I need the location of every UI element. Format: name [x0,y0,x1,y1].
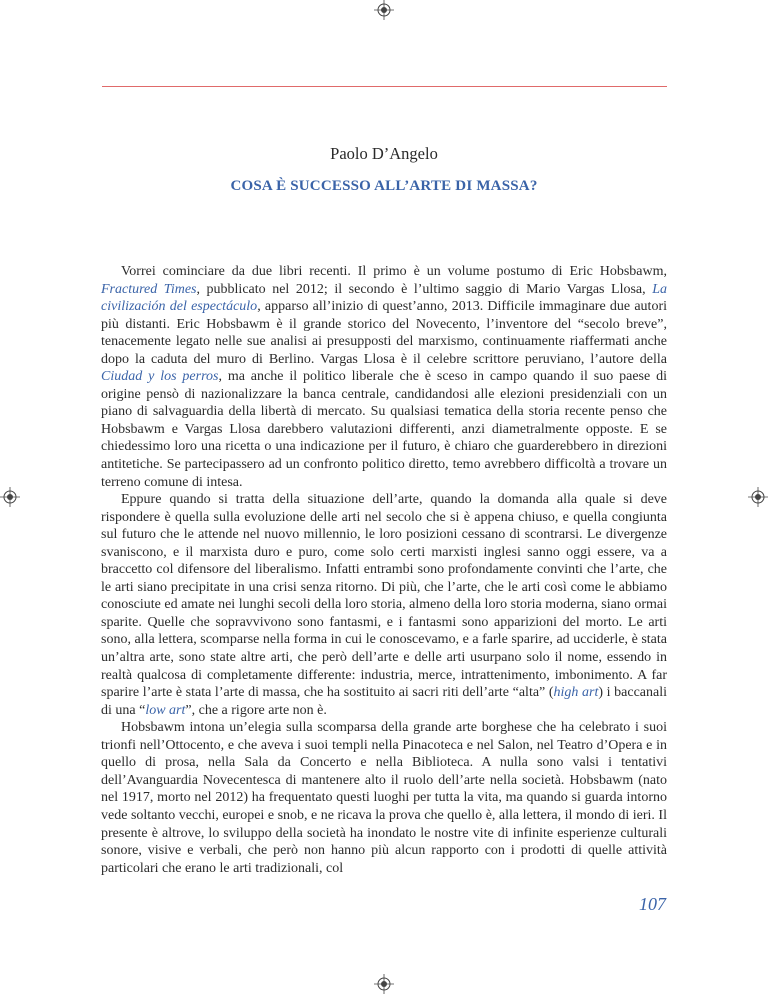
paragraph [101,263,667,491]
header-rule [102,86,667,87]
article-body [101,263,667,877]
registration-mark-bottom-icon [374,974,394,994]
text-run: , pubblicato nel 2012; il secondo è l’ultimo saggio di Mario Vargas Llosa, [196,281,653,297]
text-run: , ma anche il politico liberale che è sceso in campo quando il suo paese di origine pensò di nazionalizzare la banca centrale, candidandosi alle elezioni presidenziali con un piano di salvaguardia della libertà di mercato. Su qualsiasi tematica della storia recente penso che Hobsbawm e Vargas Llosa darebbero valutazioni differenti, anzi diametralmente opposte. E se chiedessimo loro una ricetta o una indicazione per il futuro, è chiaro che guarderebbero in direzioni antitetiche. Se partecipassero ad un confronto politico diretto, temo avrebbero difficoltà a trovare un terreno comune di intesa. [101,369,667,490]
text-run: ”, che a rigore arte non è. [185,702,327,718]
page-number: 107 [639,894,666,914]
italic-title: Ciudad y los perros [101,369,219,385]
italic-title: low art [145,702,186,718]
paragraph [101,719,667,877]
article-title: COSA È SUCCESSO ALL’ARTE DI MASSA? [230,178,538,194]
italic-title: La civilización del espectáculo [101,281,667,315]
text-run: Hobsbawm intona un’elegia sulla scomparsa della grande arte borghese che ha celebrato i suoi trionfi nell’Ottocento, e che aveva i suoi templi nella Pinacoteca e nel Salon, nel Teatro d’Opera e in quello di prosa, nella Sala da Concerto e nella Biblioteca. A nulla sono valsi i tentativi dell’Avanguardia Novecentesca di mantenere alto il ruolo dell’arte nella società. Hobsbawm (nato nel 1917, morto nel 2012) ha frequentato questi luoghi per tutta la vita, ma quando si guarda intorno vede soltanto vecchi, europei e snob, e ne ricava la prova che quello è, alla lettera, il mondo di ieri. Il presente è altrove, lo sviluppo della società ha inondato le nostre vite di infinite esperienze culturali sonore, visive e verbali, che però non hanno più alcun rapporto con i prodotti di quelle attività particolari che erano le arti tradizionali, col [101,720,667,876]
registration-mark-right-icon [748,487,768,507]
registration-mark-top-icon [374,0,394,20]
paragraph [101,491,667,719]
italic-title: Fractured Times [101,281,197,297]
text-run: ) i baccanali di una “ [101,685,668,718]
text-run: Vorrei cominciare da due libri recenti. Il primo è un volume postumo di Eric Hobsbawm, [121,264,667,279]
italic-title: high art [553,685,599,701]
author-name: Paolo D’Angelo [330,144,438,163]
text-run: , apparso all’inizio di quest’anno, 2013. Difficile immaginare due autori più distanti. Eric Hobsbawm è il grande storico del Novecento, l’inventore del “secolo breve”, tenacemente legato nelle sue analisi ai presupposti del marxismo, continuamente riaffermati anche dopo la caduta del muro di Berlino. Vargas Llosa è il celebre scrittore peruviano, l’autore della [101,299,668,367]
text-run: Eppure quando si tratta della situazione dell’arte, quando la domanda alla quale si deve rispondere è quella sulla evoluzione delle arti nel secolo che si è appena chiuso, e quella congiunta sul futuro che le attende nel nuovo millennio, le loro posizioni cessano di scontrarsi. Le divergenze svaniscono, e il marxista duro e puro, come solo certi marxisti inglesi sanno oggi essere, va a braccetto col difensore del liberalismo. Infatti entrambi sono profondamente convinti che l’arte, che le arti siano precipitate in una crisi senza ritorno. Di più, che l’arte, che le arti così come le abbiamo conosciute ed amate nei lunghi secoli della loro storia, almeno della loro storia moderna, siano ormai sparite. Quelle che sopravvivono sono fantasmi, e i fantasmi sono apparizioni del morto. Le arti sono, alla lettera, scomparse nella forma in cui le conoscevamo, e a farle sparire, ad ucciderle, è stata un’altra arte, sono state altre arti, che però dell’arte e delle arti usurpano solo il nome, essendo in realtà qualcosa di completamente differente: industria, merce, intrattenimento, imbonimento. A far sparire l’arte è stata l’arte di massa, che ha sostituito ai sacri riti dell’arte “alta” ( [101,492,667,701]
registration-mark-left-icon [0,487,20,507]
